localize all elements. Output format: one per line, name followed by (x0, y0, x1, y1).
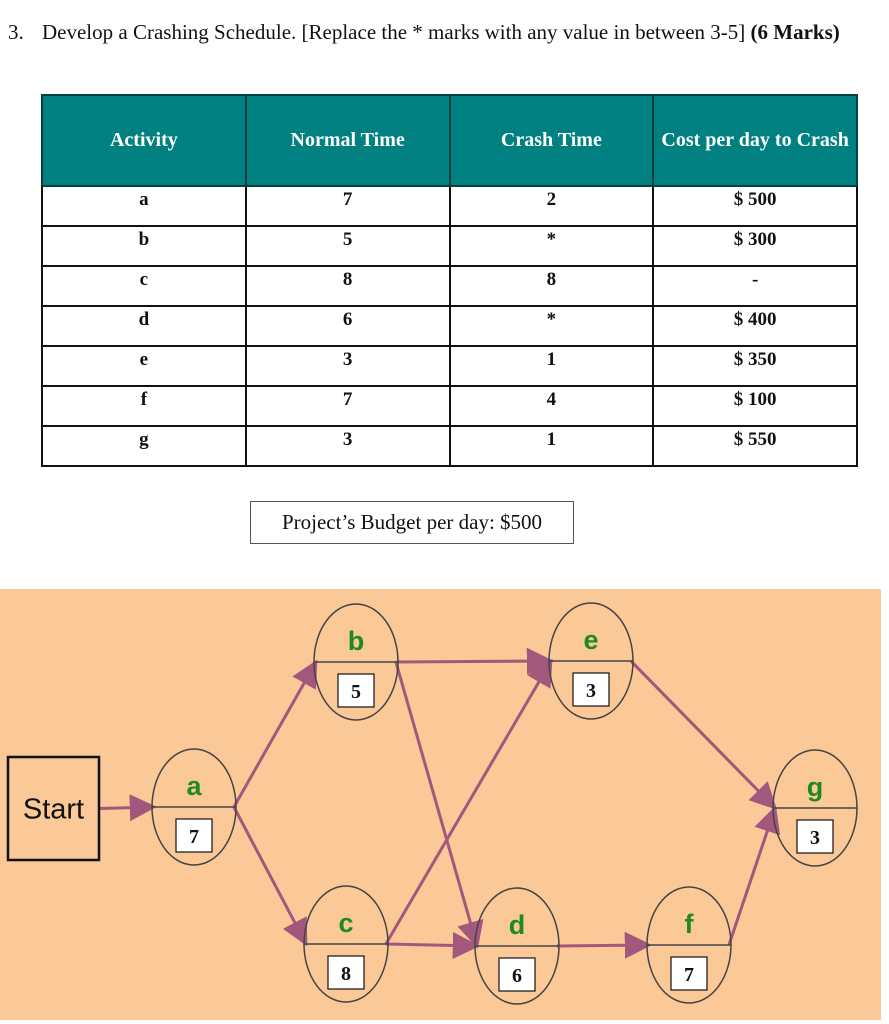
cell-crash-time: * (450, 306, 654, 346)
arrow-c-d (386, 944, 477, 946)
node-duration: 5 (351, 681, 361, 703)
arrow-e-g (631, 661, 775, 808)
node-label: c (338, 908, 354, 938)
node-f (647, 887, 731, 1003)
node-duration: 8 (341, 963, 351, 985)
cell-activity: b (42, 226, 246, 266)
table-body (42, 186, 857, 466)
node-e (549, 603, 633, 719)
arrow-b-e (396, 661, 551, 662)
node-label: b (347, 626, 365, 656)
header-crash-time: Crash Time (450, 95, 654, 186)
table-row (42, 346, 857, 386)
node-c (304, 886, 388, 1002)
cell-activity: c (42, 266, 246, 306)
cell-normal-time: 8 (246, 266, 450, 306)
question-text (8, 14, 868, 51)
cell-cost-per-day: $ 400 (653, 306, 857, 346)
question-marks: (6 Marks) (750, 20, 840, 44)
node-duration: 7 (189, 826, 199, 848)
cell-activity: e (42, 346, 246, 386)
cell-normal-time: 5 (246, 226, 450, 266)
arrow-a-c (234, 807, 306, 944)
cell-activity: f (42, 386, 246, 426)
node-duration: 7 (684, 964, 694, 986)
network-diagram (0, 589, 881, 1020)
node-a (152, 749, 236, 865)
table-header-row (42, 95, 857, 186)
cell-normal-time: 7 (246, 186, 450, 226)
cell-crash-time: 2 (450, 186, 654, 226)
table-row (42, 266, 857, 306)
arrow-start-a (99, 807, 154, 809)
crashing-table (41, 94, 858, 467)
cell-activity: g (42, 426, 246, 466)
start-label: Start (22, 793, 85, 826)
node-label: f (684, 909, 694, 939)
node-duration: 6 (512, 965, 522, 987)
cell-activity: d (42, 306, 246, 346)
arrow-c-e (386, 661, 551, 944)
node-d (475, 888, 559, 1004)
cell-crash-time: 1 (450, 346, 654, 386)
arrow-a-b (234, 662, 316, 807)
node-label: d (508, 910, 526, 940)
header-cost-per-day: Cost per day to Crash (653, 95, 857, 186)
node-label: g (806, 772, 824, 802)
cell-activity: a (42, 186, 246, 226)
table-row (42, 306, 857, 346)
node-b (314, 604, 398, 720)
table-row (42, 226, 857, 266)
node-duration: 3 (810, 827, 820, 849)
node-label: e (583, 625, 599, 655)
table-row (42, 426, 857, 466)
cell-normal-time: 6 (246, 306, 450, 346)
cell-cost-per-day: $ 550 (653, 426, 857, 466)
table-row (42, 186, 857, 226)
node-g (773, 750, 857, 866)
cell-cost-per-day: $ 300 (653, 226, 857, 266)
start-node (8, 757, 99, 860)
cell-crash-time: 4 (450, 386, 654, 426)
cell-cost-per-day: $ 100 (653, 386, 857, 426)
node-label: a (186, 771, 202, 801)
question-prompt: Develop a Crashing Schedule. [Replace the * marks with any value in between 3-5] (42, 20, 746, 44)
cell-cost-per-day: - (653, 266, 857, 306)
network-svg (0, 589, 881, 1020)
cell-cost-per-day: $ 350 (653, 346, 857, 386)
cell-normal-time: 7 (246, 386, 450, 426)
cell-cost-per-day: $ 500 (653, 186, 857, 226)
arrow-f-g (729, 808, 775, 945)
table-row (42, 386, 857, 426)
cell-normal-time: 3 (246, 346, 450, 386)
budget-box: Project’s Budget per day: $500 (250, 501, 574, 544)
header-normal-time: Normal Time (246, 95, 450, 186)
cell-normal-time: 3 (246, 426, 450, 466)
arrow-d-f (557, 945, 649, 946)
cell-crash-time: * (450, 226, 654, 266)
cell-crash-time: 1 (450, 426, 654, 466)
edges (99, 661, 775, 946)
cell-crash-time: 8 (450, 266, 654, 306)
question-number: 3. (8, 20, 24, 44)
question-body (42, 14, 868, 51)
header-activity: Activity (42, 95, 246, 186)
node-duration: 3 (586, 680, 596, 702)
